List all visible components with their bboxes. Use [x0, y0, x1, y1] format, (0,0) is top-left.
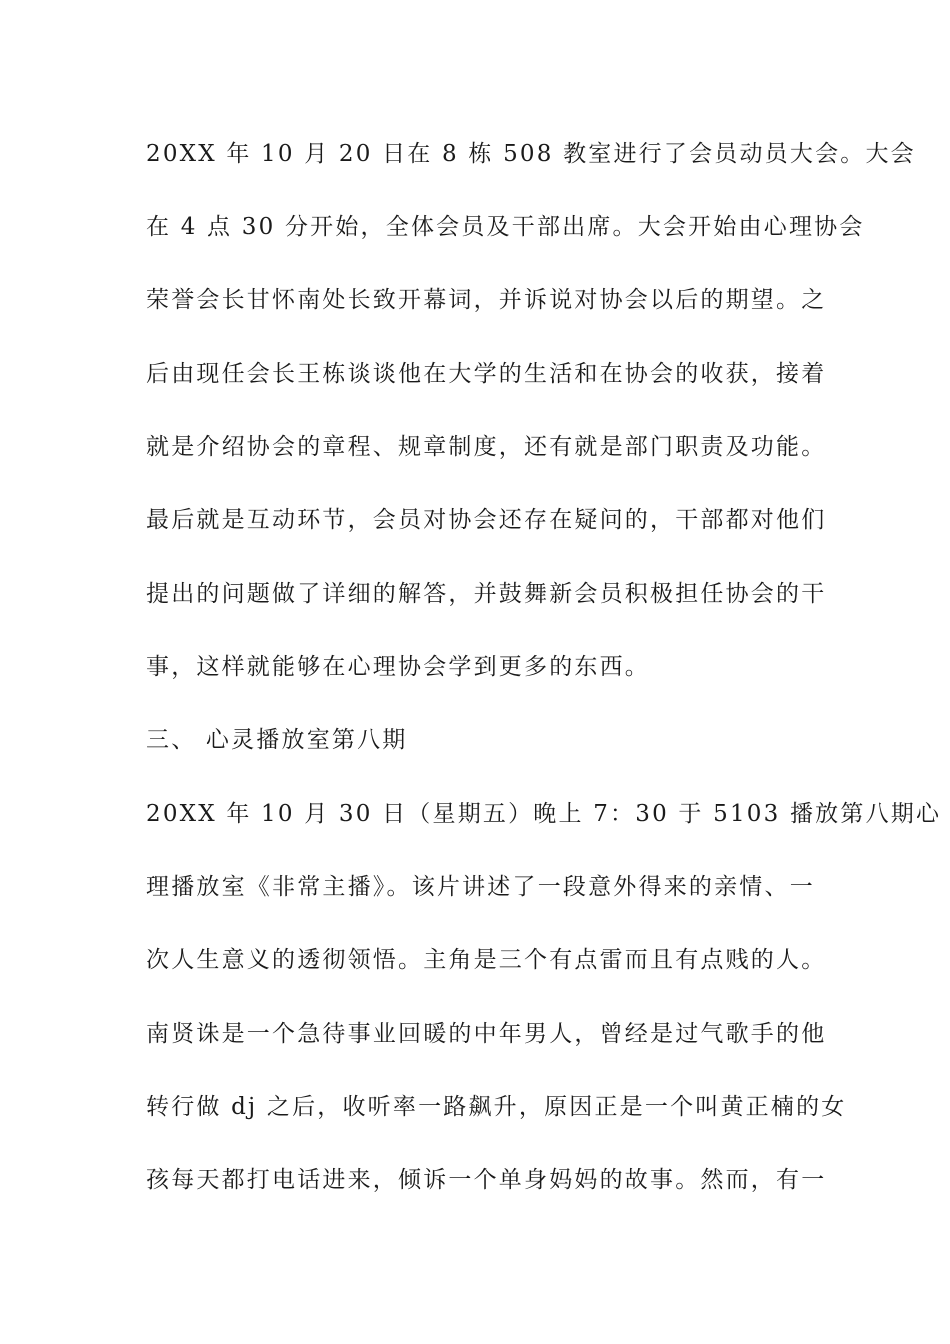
paragraph-line: 在 4 点 30 分开始，全体会员及干部出席。大会开始由心理协会	[146, 214, 865, 240]
paragraph-line: 孩每天都打电话进来，倾诉一个单身妈妈的故事。然而，有一	[146, 1167, 827, 1193]
paragraph-line: 20XX 年 10 月 20 日在 8 栋 508 教室进行了会员动员大会。大会	[146, 141, 916, 167]
paragraph-line: 南贤诛是一个急待事业回暖的中年男人，曾经是过气歌手的他	[146, 1021, 827, 1047]
paragraph-line: 事，这样就能够在心理协会学到更多的东西。	[146, 654, 650, 680]
section-heading: 三、 心灵播放室第八期	[146, 727, 408, 753]
paragraph-line: 20XX 年 10 月 30 日（星期五）晚上 7：30 于 5103 播放第八期心	[146, 801, 942, 827]
paragraph-line: 理播放室《非常主播》。该片讲述了一段意外得来的亲情、一	[146, 874, 815, 900]
paragraph-line: 后由现任会长王栋谈谈他在大学的生活和在协会的收获，接着	[146, 361, 827, 387]
paragraph-line: 次人生意义的透彻领悟。主角是三个有点雷而且有点贱的人。	[146, 947, 827, 973]
paragraph-line: 提出的问题做了详细的解答，并鼓舞新会员积极担任协会的干	[146, 581, 827, 607]
paragraph-line: 荣誉会长甘怀南处长致开幕词，并诉说对协会以后的期望。之	[146, 287, 827, 313]
paragraph-line: 转行做 dj 之后，收听率一路飙升，原因正是一个叫黄正楠的女	[146, 1094, 847, 1120]
paragraph-line: 就是介绍协会的章程、规章制度，还有就是部门职责及功能。	[146, 434, 827, 460]
paragraph-line: 最后就是互动环节，会员对协会还存在疑问的，干部都对他们	[146, 507, 827, 533]
